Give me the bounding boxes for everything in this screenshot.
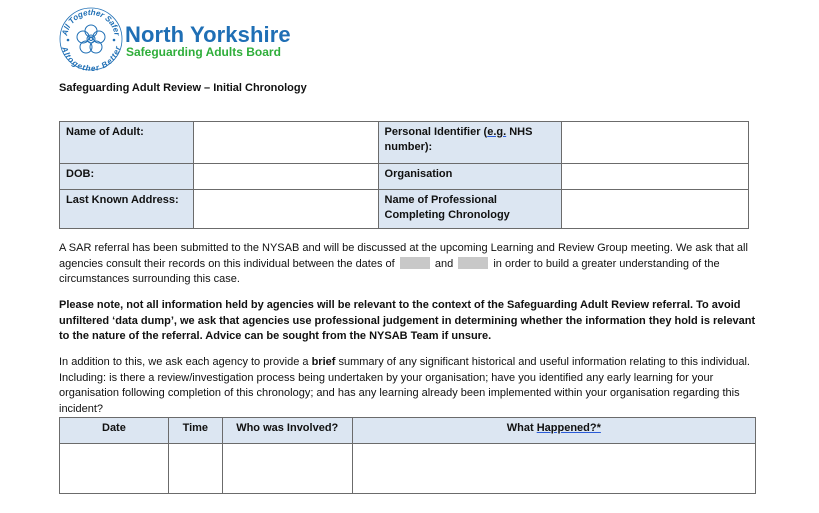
paragraph-text: summary of any significant historical and useful information relating to this individual. Including: is there a review/investigation process being undertaken by your organisation; have you identified any early learning for your organisation following completion of this chronology; and has any learning already been implemented within your organisation regarding this incident? — [59, 356, 750, 415]
personal-identifier-label — [378, 122, 562, 164]
rose-icon — [58, 6, 124, 72]
label-text: NHS number): — [384, 126, 533, 153]
table-header-row — [60, 418, 756, 444]
document-title: Safeguarding Adult Review – Initial Chronology — [59, 82, 307, 94]
name-of-adult-label: Name of Adult: — [60, 122, 194, 164]
summary-paragraph — [59, 355, 759, 417]
paragraph-text: in order to build a greater understanding of the circumstances surrounding this case. — [59, 257, 720, 285]
dob-label: DOB: — [60, 164, 194, 190]
date-cell[interactable] — [60, 444, 169, 494]
table-row — [60, 190, 749, 229]
adult-info-table — [59, 121, 749, 229]
table-row — [60, 122, 749, 164]
last-known-address-label: Last Known Address: — [60, 190, 194, 229]
what-happened-column-header — [352, 418, 755, 444]
paragraph-text: and — [434, 257, 454, 270]
brand-title: North Yorkshire — [125, 22, 291, 47]
organisation-label: Organisation — [378, 164, 562, 190]
last-known-address-field[interactable] — [193, 190, 378, 229]
svg-text:All Together Safer: All Together Safer — [60, 7, 122, 37]
who-involved-column-header: Who was Involved? — [222, 418, 352, 444]
paragraph-text: In addition to this, we ask each agency to provide a — [59, 356, 309, 368]
nysab-logo — [58, 6, 124, 72]
table-row — [60, 444, 756, 494]
brief-emphasis: brief — [311, 356, 336, 368]
organisation-field[interactable] — [562, 164, 749, 190]
svg-text:Altogether Better: Altogether Better — [59, 45, 123, 72]
personal-identifier-field[interactable] — [562, 122, 749, 164]
name-of-adult-field[interactable] — [193, 122, 378, 164]
redacted-start-date[interactable] — [400, 257, 430, 269]
who-involved-cell[interactable] — [222, 444, 352, 494]
chronology-table — [59, 417, 756, 494]
label-text: Personal Identifier ( — [384, 126, 488, 138]
time-column-header: Time — [168, 418, 222, 444]
referral-paragraph — [59, 241, 759, 288]
note-paragraph: Please note, not all information held by agencies will be relevant to the context of the Safeguarding Adult Review referral. To avoid unfiltered ‘data dump’, we ask that agencies use professional judgement in determining whether the information they hold is relevant to the nature of the referral. Advice can be sought from the NYSAB Team if unsure. — [59, 299, 756, 342]
brand-subtitle: Safeguarding Adults Board — [126, 45, 281, 59]
table-row — [60, 164, 749, 190]
happened-link: Happened?* — [536, 422, 601, 434]
professional-name-field[interactable] — [562, 190, 749, 229]
header-text: What — [506, 422, 537, 434]
dob-field[interactable] — [193, 164, 378, 190]
professional-name-label: Name of Professional Completing Chronology — [378, 190, 562, 229]
eg-link: e.g. — [487, 126, 507, 138]
time-cell[interactable] — [168, 444, 222, 494]
paragraph-text: A SAR referral has been submitted to the NYSAB and will be discussed at the upcoming Learning and Review Group meeting. We ask that all agencies consult their records on this individual between the dates of — [59, 242, 748, 270]
redacted-end-date[interactable] — [458, 257, 488, 269]
date-column-header: Date — [60, 418, 169, 444]
what-happened-cell[interactable] — [352, 444, 755, 494]
